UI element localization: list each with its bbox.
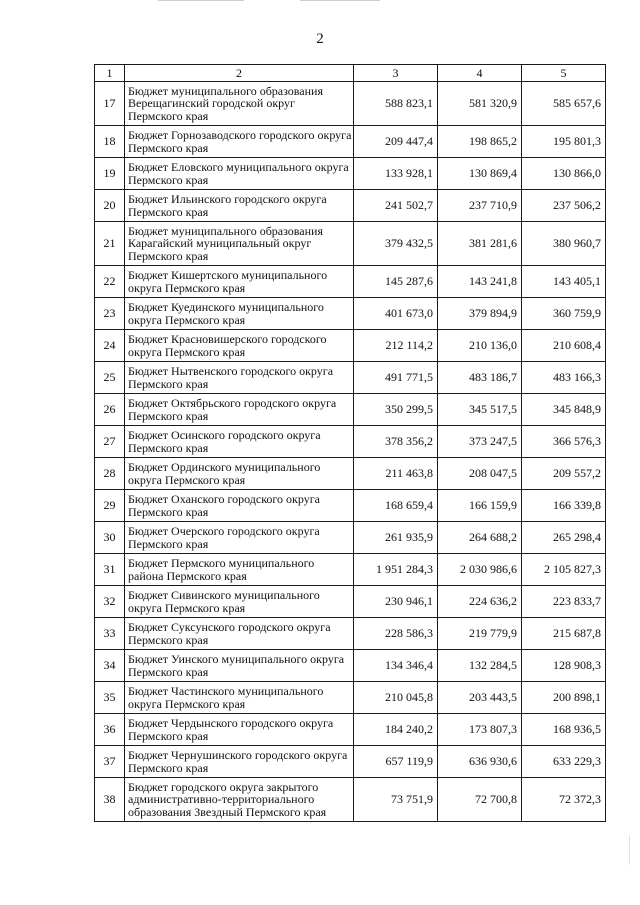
table-row [95,362,606,394]
budget-name: Бюджет Частинского муниципального округа Пермского края [125,682,354,714]
row-number: 27 [95,426,125,458]
budget-name: Бюджет Горнозаводского городского округа Пермского края [125,126,354,158]
table-row [95,298,606,330]
amount-col3: 209 447,4 [354,126,438,158]
budget-name: Бюджет Куединского муниципального округа Пермского края [125,298,354,330]
budget-name: Бюджет Чернушинского городского округа Пермского края [125,746,354,778]
row-number: 26 [95,394,125,426]
budget-name: Бюджет Красновишерского городского округа Пермского края [125,330,354,362]
column-header-1: 1 [95,65,125,82]
budget-name: Бюджет Суксунского городского округа Пермского края [125,618,354,650]
amount-col3: 134 346,4 [354,650,438,682]
amount-col3: 491 771,5 [354,362,438,394]
table-row [95,190,606,222]
table-row [95,266,606,298]
row-number: 31 [95,554,125,586]
row-number: 23 [95,298,125,330]
amount-col3: 350 299,5 [354,394,438,426]
amount-col5: 237 506,2 [522,190,606,222]
budget-name: Бюджет городского округа закрытого административно-территориального образования Звездный Пермского края [125,778,354,822]
amount-col3: 210 045,8 [354,682,438,714]
table-row [95,330,606,362]
row-number: 32 [95,586,125,618]
table-row [95,394,606,426]
amount-col3: 378 356,2 [354,426,438,458]
amount-col3: 211 463,8 [354,458,438,490]
scan-artifact-mark [629,835,630,865]
scan-artifact-line [158,0,244,1]
table-row [95,222,606,266]
amount-col3: 73 751,9 [354,778,438,822]
amount-col4: 381 281,6 [438,222,522,266]
amount-col5: 345 848,9 [522,394,606,426]
budget-name: Бюджет муниципального образования Карагайский муниципальный округ Пермского края [125,222,354,266]
column-header-4: 4 [438,65,522,82]
table-row [95,126,606,158]
table-row [95,82,606,126]
table-row [95,586,606,618]
amount-col4: 373 247,5 [438,426,522,458]
amount-col3: 145 287,6 [354,266,438,298]
row-number: 28 [95,458,125,490]
amount-col4: 130 869,4 [438,158,522,190]
table-row [95,746,606,778]
amount-col5: 195 801,3 [522,126,606,158]
amount-col4: 173 807,3 [438,714,522,746]
budget-name: Бюджет Сивинского муниципального округа Пермского края [125,586,354,618]
row-number: 25 [95,362,125,394]
budget-name: Бюджет Уинского муниципального округа Пермского края [125,650,354,682]
amount-col5: 168 936,5 [522,714,606,746]
budget-name: Бюджет Очерского городского округа Пермского края [125,522,354,554]
amount-col4: 210 136,0 [438,330,522,362]
table-header-row [95,65,606,82]
row-number: 18 [95,126,125,158]
amount-col5: 166 339,8 [522,490,606,522]
table-row [95,714,606,746]
amount-col4: 2 030 986,6 [438,554,522,586]
amount-col3: 261 935,9 [354,522,438,554]
table-row [95,682,606,714]
row-number: 19 [95,158,125,190]
amount-col5: 265 298,4 [522,522,606,554]
row-number: 36 [95,714,125,746]
table-row [95,618,606,650]
amount-col3: 168 659,4 [354,490,438,522]
table-row [95,490,606,522]
row-number: 21 [95,222,125,266]
row-number: 17 [95,82,125,126]
row-number: 38 [95,778,125,822]
amount-col3: 230 946,1 [354,586,438,618]
amount-col4: 636 930,6 [438,746,522,778]
amount-col4: 483 186,7 [438,362,522,394]
amount-col4: 198 865,2 [438,126,522,158]
amount-col4: 237 710,9 [438,190,522,222]
budget-name: Бюджет Осинского городского округа Пермского края [125,426,354,458]
amount-col3: 212 114,2 [354,330,438,362]
amount-col4: 132 284,5 [438,650,522,682]
amount-col5: 200 898,1 [522,682,606,714]
amount-col4: 264 688,2 [438,522,522,554]
amount-col3: 657 119,9 [354,746,438,778]
column-header-5: 5 [522,65,606,82]
row-number: 35 [95,682,125,714]
column-header-2: 2 [125,65,354,82]
row-number: 37 [95,746,125,778]
row-number: 24 [95,330,125,362]
amount-col5: 223 833,7 [522,586,606,618]
table-row [95,158,606,190]
budget-name: Бюджет Оханского городского округа Пермского края [125,490,354,522]
row-number: 20 [95,190,125,222]
amount-col5: 633 229,3 [522,746,606,778]
amount-col5: 360 759,9 [522,298,606,330]
row-number: 34 [95,650,125,682]
budget-name: Бюджет Октябрьского городского округа Пермского края [125,394,354,426]
table-row [95,778,606,822]
amount-col5: 130 866,0 [522,158,606,190]
amount-col5: 2 105 827,3 [522,554,606,586]
budget-table [94,64,606,822]
table-row [95,650,606,682]
amount-col3: 379 432,5 [354,222,438,266]
table-row [95,522,606,554]
scan-artifact-line [300,0,380,1]
amount-col5: 143 405,1 [522,266,606,298]
amount-col4: 208 047,5 [438,458,522,490]
amount-col4: 143 241,8 [438,266,522,298]
amount-col3: 241 502,7 [354,190,438,222]
amount-col4: 379 894,9 [438,298,522,330]
amount-col5: 128 908,3 [522,650,606,682]
table-row [95,426,606,458]
amount-col4: 203 443,5 [438,682,522,714]
budget-name: Бюджет Ординского муниципального округа Пермского края [125,458,354,490]
budget-name: Бюджет Кишертского муниципального округа Пермского края [125,266,354,298]
column-header-3: 3 [354,65,438,82]
budget-name: Бюджет муниципального образования Верещагинский городской округ Пермского края [125,82,354,126]
table-row [95,458,606,490]
budget-name: Бюджет Чердынского городского округа Пермского края [125,714,354,746]
amount-col5: 72 372,3 [522,778,606,822]
amount-col5: 210 608,4 [522,330,606,362]
amount-col4: 72 700,8 [438,778,522,822]
row-number: 33 [95,618,125,650]
budget-name: Бюджет Нытвенского городского округа Пермского края [125,362,354,394]
amount-col4: 166 159,9 [438,490,522,522]
amount-col4: 224 636,2 [438,586,522,618]
row-number: 29 [95,490,125,522]
budget-name: Бюджет Пермского муниципального района Пермского края [125,554,354,586]
budget-name: Бюджет Еловского муниципального округа Пермского края [125,158,354,190]
amount-col5: 380 960,7 [522,222,606,266]
amount-col4: 581 320,9 [438,82,522,126]
amount-col5: 209 557,2 [522,458,606,490]
table-row [95,554,606,586]
amount-col3: 588 823,1 [354,82,438,126]
page-number: 2 [316,31,324,47]
amount-col4: 345 517,5 [438,394,522,426]
amount-col4: 219 779,9 [438,618,522,650]
amount-col3: 133 928,1 [354,158,438,190]
amount-col5: 215 687,8 [522,618,606,650]
amount-col3: 184 240,2 [354,714,438,746]
amount-col3: 228 586,3 [354,618,438,650]
row-number: 30 [95,522,125,554]
amount-col3: 401 673,0 [354,298,438,330]
budget-name: Бюджет Ильинского городского округа Пермского края [125,190,354,222]
table-body [95,82,606,822]
amount-col5: 585 657,6 [522,82,606,126]
row-number: 22 [95,266,125,298]
amount-col5: 483 166,3 [522,362,606,394]
amount-col3: 1 951 284,3 [354,554,438,586]
amount-col5: 366 576,3 [522,426,606,458]
